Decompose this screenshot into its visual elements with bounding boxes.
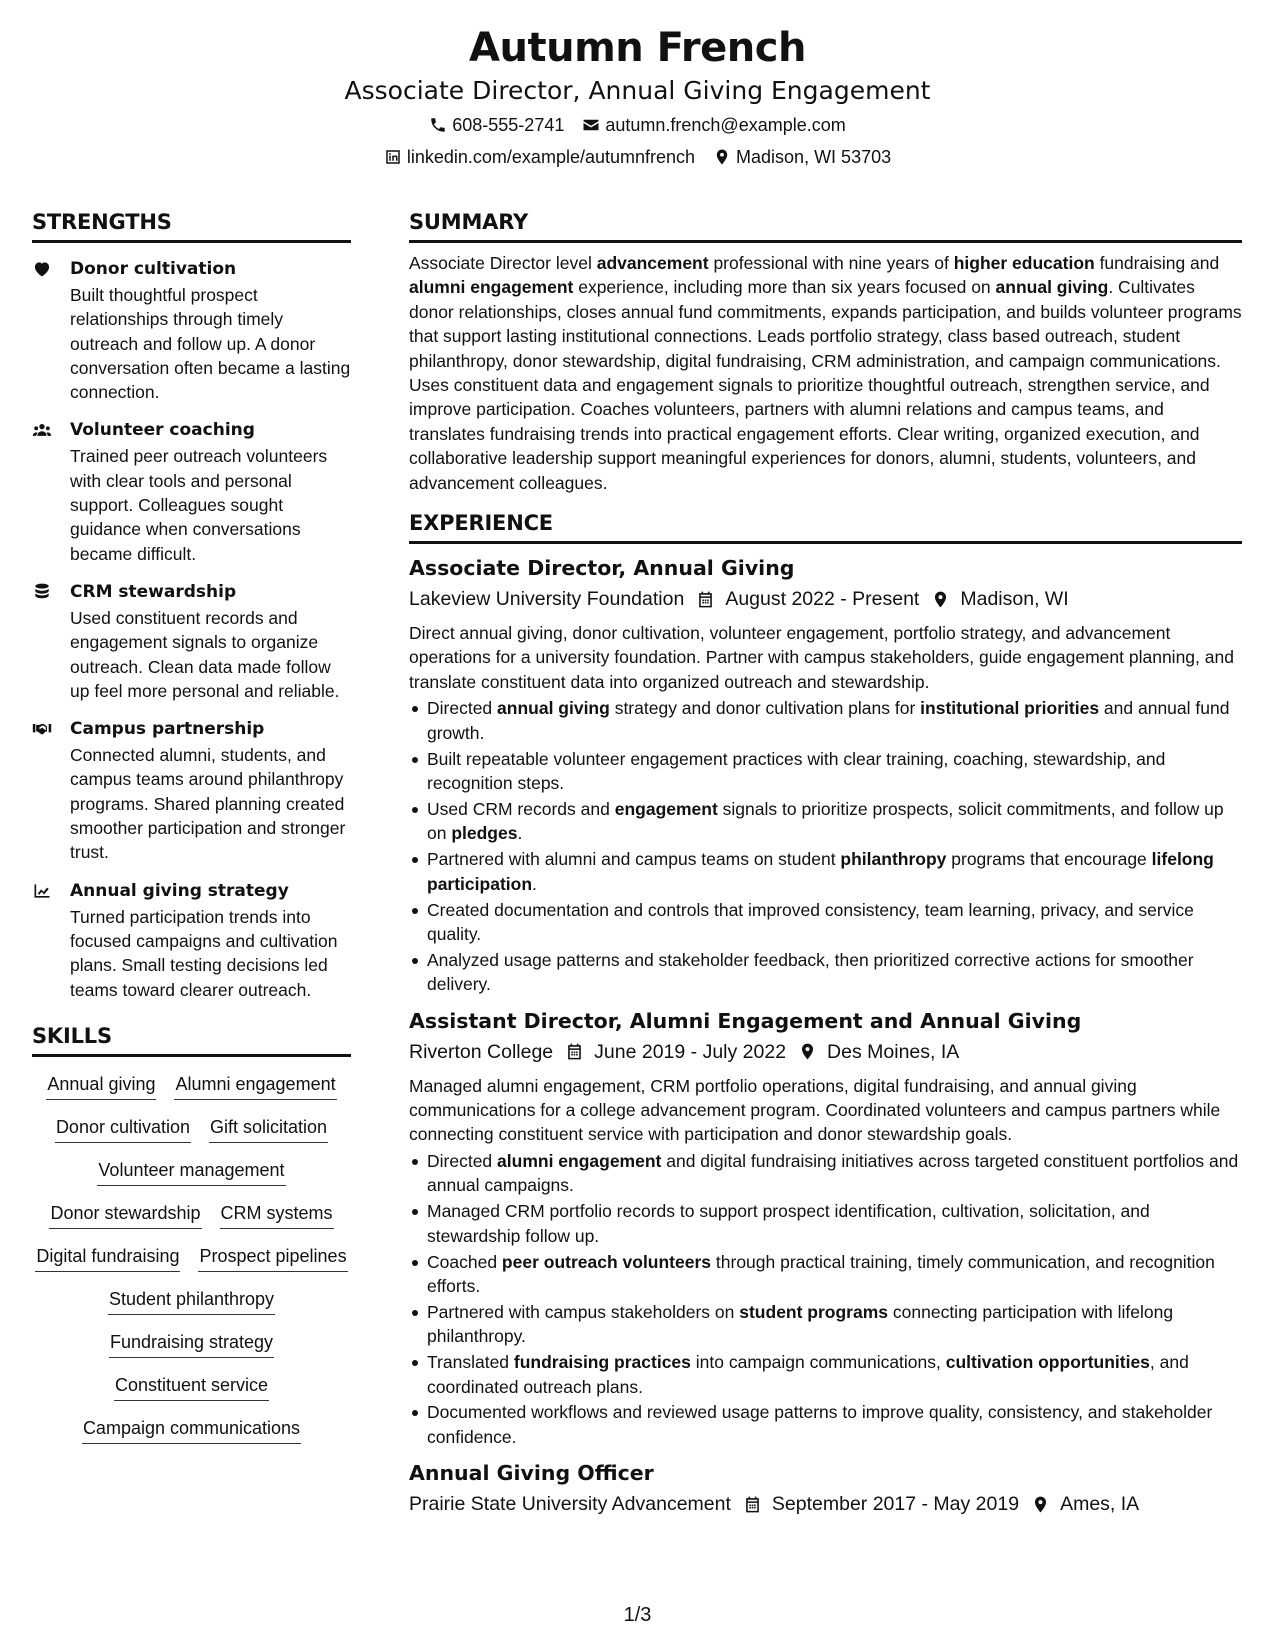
- linkedin-text: linkedin.com/example/autumnfrench: [406, 147, 696, 167]
- job-dates-text: September 2017 - May 2019: [771, 1493, 1020, 1516]
- text-run: Translated: [427, 1352, 514, 1373]
- job-location-text: Des Moines, IA: [827, 1040, 960, 1063]
- summary-heading: SUMMARY: [409, 208, 1242, 243]
- handshake-icon: [32, 719, 52, 739]
- map-pin-icon: [798, 1042, 817, 1061]
- skill-tag: Gift solicitation: [209, 1114, 328, 1143]
- text-run: experience, including more than six years focused on: [573, 277, 996, 298]
- database-icon: [32, 582, 52, 602]
- bold-text: alumni engagement: [497, 1150, 662, 1171]
- job-title: Assistant Director, Alumni Engagement and Annual Giving: [409, 1008, 1082, 1033]
- job-dates: [565, 1038, 786, 1066]
- skill-tag: Alumni engagement: [174, 1071, 336, 1100]
- job-bullet: [409, 847, 1242, 896]
- skill-tag: Annual giving: [46, 1071, 156, 1100]
- users-icon: [32, 420, 52, 440]
- map-pin-icon: [1031, 1495, 1050, 1514]
- job-bullet: [409, 696, 1242, 745]
- text-run: into campaign communications,: [690, 1352, 946, 1373]
- strength-description: Built thoughtful prospect relationships through timely outreach and follow up. A donor conversation often became a lasting connection.: [70, 285, 351, 403]
- skill-tag: Donor cultivation: [55, 1114, 191, 1143]
- strength-icon-wrap: [32, 257, 70, 404]
- skill-tag: Constituent service: [114, 1372, 269, 1401]
- text-run: programs that encourage: [946, 849, 1152, 870]
- job-bullet: [409, 1149, 1242, 1198]
- text-run: through practical training, timely communication, and recognition efforts.: [427, 1251, 1215, 1296]
- text-run: and annual fund growth.: [427, 698, 1230, 743]
- text-run: Analyzed usage patterns and stakeholder feedback, then prioritized corrective actions for smoother delivery.: [427, 949, 1194, 995]
- job-entry: [409, 1007, 1242, 1450]
- bold-text: advancement: [596, 253, 709, 273]
- candidate-headline: Associate Director, Annual Giving Engagement: [344, 76, 931, 105]
- text-run: Managed CRM portfolio records to support prospect identification, cultivation, solicitation, and stewardship follow up.: [427, 1201, 1150, 1246]
- strength-title: Donor cultivation: [70, 259, 237, 279]
- job-description: Managed alumni engagement, CRM portfolio operations, digital fundraising, and annual giving communications for a college advancement program. Coordinated volunteers and campus partners while connecting constituent service with participation and donor stewardship goals.: [409, 1075, 1221, 1145]
- strength-description: Used constituent records and engagement signals to organize outreach. Clean data made follow up feel more personal and reliable.: [70, 607, 340, 701]
- job-bullet: [409, 747, 1242, 796]
- job-bullet: [409, 797, 1242, 846]
- phone-text: 608-555-2741: [452, 115, 565, 135]
- calendar-icon: [743, 1495, 762, 1514]
- strength-description: Turned participation trends into focused campaigns and cultivation plans. Small testing decisions led teams toward clearer outreach.: [70, 906, 338, 1000]
- calendar-icon: [565, 1042, 584, 1061]
- job-bullet: [409, 898, 1242, 947]
- text-run: Documented workflows and reviewed usage patterns to improve quality, consistency, and stakeholder confidence.: [427, 1402, 1213, 1447]
- strength-description: Trained peer outreach volunteers with clear tools and personal support. Colleagues sought guidance when conversations became difficult.: [70, 446, 328, 564]
- text-run: professional with nine years of: [708, 253, 954, 273]
- skills-list: [32, 1071, 351, 1444]
- heart-icon: [32, 259, 52, 279]
- job-dates: [743, 1490, 1019, 1518]
- resume-header: [0, 22, 1275, 170]
- location-text: Madison, WI 53703: [736, 147, 892, 167]
- job-location-text: Madison, WI: [960, 588, 1069, 611]
- map-pin-icon: [713, 148, 731, 166]
- job-bullet: [409, 1250, 1242, 1299]
- job-bullet: [409, 948, 1242, 997]
- job-entry: [409, 1459, 1242, 1518]
- strength-body: [70, 717, 351, 864]
- strength-icon-wrap: [32, 879, 70, 1002]
- bold-text: cultivation opportunities: [945, 1352, 1150, 1373]
- job-bullet: [409, 1400, 1242, 1449]
- bold-text: peer outreach volunteers: [501, 1251, 712, 1272]
- job-bullet: [409, 1350, 1242, 1399]
- text-run: Directed: [427, 698, 498, 719]
- strengths-heading: STRENGTHS: [32, 208, 351, 243]
- text-run: Coached: [427, 1251, 502, 1272]
- strengths-list: [32, 257, 351, 1002]
- skill-tag: Volunteer management: [97, 1157, 285, 1186]
- job-dates-text: August 2022 - Present: [725, 588, 920, 611]
- phone-icon: [429, 116, 447, 134]
- strength-title: Campus partnership: [70, 719, 265, 740]
- strength-item: [32, 879, 351, 1002]
- text-run: Built repeatable volunteer engagement practices with clear training, coaching, stewardship, and recognition steps.: [427, 748, 1166, 793]
- strength-item: [32, 418, 351, 565]
- contact-phone[interactable]: [429, 112, 564, 138]
- text-run: .: [532, 873, 537, 894]
- page-number: 1/3: [623, 1604, 652, 1626]
- bold-text: student programs: [739, 1301, 889, 1322]
- bold-text: institutional priorities: [920, 698, 1100, 719]
- strength-title: Volunteer coaching: [70, 420, 255, 441]
- text-run: strategy and donor cultivation plans for: [609, 698, 921, 719]
- text-run: Created documentation and controls that improved consistency, team learning, privacy, and service quality.: [427, 899, 1194, 944]
- job-meta: [409, 1490, 1242, 1518]
- job-bullet: [409, 1300, 1242, 1349]
- skill-tag: Prospect pipelines: [198, 1243, 347, 1272]
- job-location-text: Ames, IA: [1060, 1493, 1140, 1516]
- contact-email[interactable]: [582, 112, 845, 138]
- text-run: Used CRM records and: [427, 798, 615, 819]
- job-title: Associate Director, Annual Giving: [409, 556, 795, 581]
- text-run: .: [517, 823, 523, 844]
- job-meta: [409, 1038, 1242, 1066]
- skill-tag: Fundraising strategy: [109, 1329, 274, 1358]
- strength-icon-wrap: [32, 418, 70, 565]
- job-bullets: [409, 1149, 1242, 1449]
- contact-location: [713, 144, 891, 170]
- job-meta: [409, 585, 1242, 613]
- right-column: [409, 208, 1242, 1518]
- contact-row-2: [0, 144, 1275, 170]
- job-dates-text: June 2019 - July 2022: [594, 1040, 787, 1063]
- job-bullet: [409, 1199, 1242, 1248]
- skill-tag: Campaign communications: [82, 1415, 301, 1444]
- candidate-name: Autumn French: [469, 25, 806, 71]
- strength-item: [32, 580, 351, 703]
- strength-description: Connected alumni, students, and campus teams around philanthropy programs. Shared planning created smoother participation and stronger trust.: [70, 745, 346, 863]
- text-run: Directed: [427, 1150, 498, 1171]
- map-pin-icon: [931, 590, 950, 609]
- contact-linkedin[interactable]: [384, 144, 695, 170]
- text-run: Partnered with alumni and campus teams on student: [427, 849, 841, 870]
- bold-text: alumni engagement: [409, 277, 574, 298]
- skill-tag: Student philanthropy: [108, 1286, 275, 1315]
- bold-text: engagement: [614, 798, 718, 819]
- linkedin-icon: [384, 148, 402, 166]
- strength-icon-wrap: [32, 717, 70, 864]
- contact-row-1: [0, 112, 1275, 138]
- strength-body: [70, 418, 351, 565]
- job-organization: Prairie State University Advancement: [409, 1493, 731, 1516]
- job-organization: Lakeview University Foundation: [409, 588, 685, 611]
- experience-heading: EXPERIENCE: [409, 509, 1242, 544]
- summary-text: [409, 251, 1242, 495]
- calendar-icon: [696, 590, 715, 609]
- bold-text: philanthropy: [840, 849, 947, 870]
- text-run: Associate Director level: [409, 253, 597, 273]
- strength-body: [70, 879, 351, 1002]
- bold-text: higher education: [953, 253, 1095, 273]
- bold-text: lifelong participation: [427, 849, 1214, 894]
- strength-item: [32, 257, 351, 404]
- text-run: , and coordinated outreach plans.: [427, 1352, 1189, 1397]
- skills-heading: SKILLS: [32, 1022, 351, 1057]
- chart-line-icon: [32, 881, 52, 901]
- bold-text: fundraising practices: [513, 1352, 691, 1373]
- skill-tag: Digital fundraising: [35, 1243, 180, 1272]
- strength-title: CRM stewardship: [70, 581, 237, 602]
- bold-text: annual giving: [497, 698, 610, 719]
- job-title: Annual Giving Officer: [409, 1461, 654, 1486]
- bold-text: annual giving: [995, 277, 1109, 298]
- job-bullets: [409, 696, 1242, 996]
- skill-tag: Donor stewardship: [49, 1200, 201, 1229]
- email-text: autumn.french@example.com: [605, 115, 846, 135]
- job-location: [798, 1038, 959, 1066]
- strength-body: [70, 257, 351, 404]
- text-run: Partnered with campus stakeholders on: [427, 1301, 740, 1322]
- text-run: signals to prioritize prospects, solicit commitments, and follow up on: [427, 798, 1224, 844]
- job-dates: [696, 585, 919, 613]
- job-location: [1031, 1490, 1139, 1518]
- left-column: [32, 208, 351, 1444]
- job-description: Direct annual giving, donor cultivation, volunteer engagement, portfolio strategy, and advancement operations for a university foundation. Partner with campus stakeholders, guide engagement planning, and translate constituent data into organized outreach and stewardship.: [409, 623, 1234, 692]
- skill-tag: CRM systems: [220, 1200, 334, 1229]
- strength-item: [32, 717, 351, 864]
- job-location: [931, 585, 1068, 613]
- text-run: . Cultivates donor relationships, closes annual fund commitments, expands participation, and builds volunteer programs that support lasting institutional connections. Leads portfolio strategy, class based outreach, student philanthropy, donor stewardship, digital fundraising, CRM administration, and campaign communications. Uses constituent data and engagement signals to prioritize thoughtful outreach, strengthen service, and improve participation. Coaches volunteers, partners with alumni relations and campus teams, and translates fundraising trends into practical engagement efforts. Clear writing, organized execution, and collaborative leadership support meaningful experiences for donors, alumni, students, volunteers, and advancement colleagues.: [409, 277, 1242, 493]
- job-organization: Riverton College: [409, 1040, 554, 1063]
- text-run: fundraising and: [1094, 253, 1220, 273]
- job-entry: [409, 554, 1242, 997]
- strength-body: [70, 580, 351, 703]
- bold-text: pledges: [451, 823, 518, 844]
- text-run: and digital fundraising initiatives across targeted constituent portfolios and annual campaigns.: [427, 1150, 1239, 1196]
- strength-icon-wrap: [32, 580, 70, 703]
- experience-list: [409, 554, 1242, 1518]
- text-run: connecting participation with lifelong philanthropy.: [427, 1301, 1174, 1347]
- strength-title: Annual giving strategy: [70, 880, 289, 901]
- envelope-icon: [582, 116, 600, 134]
